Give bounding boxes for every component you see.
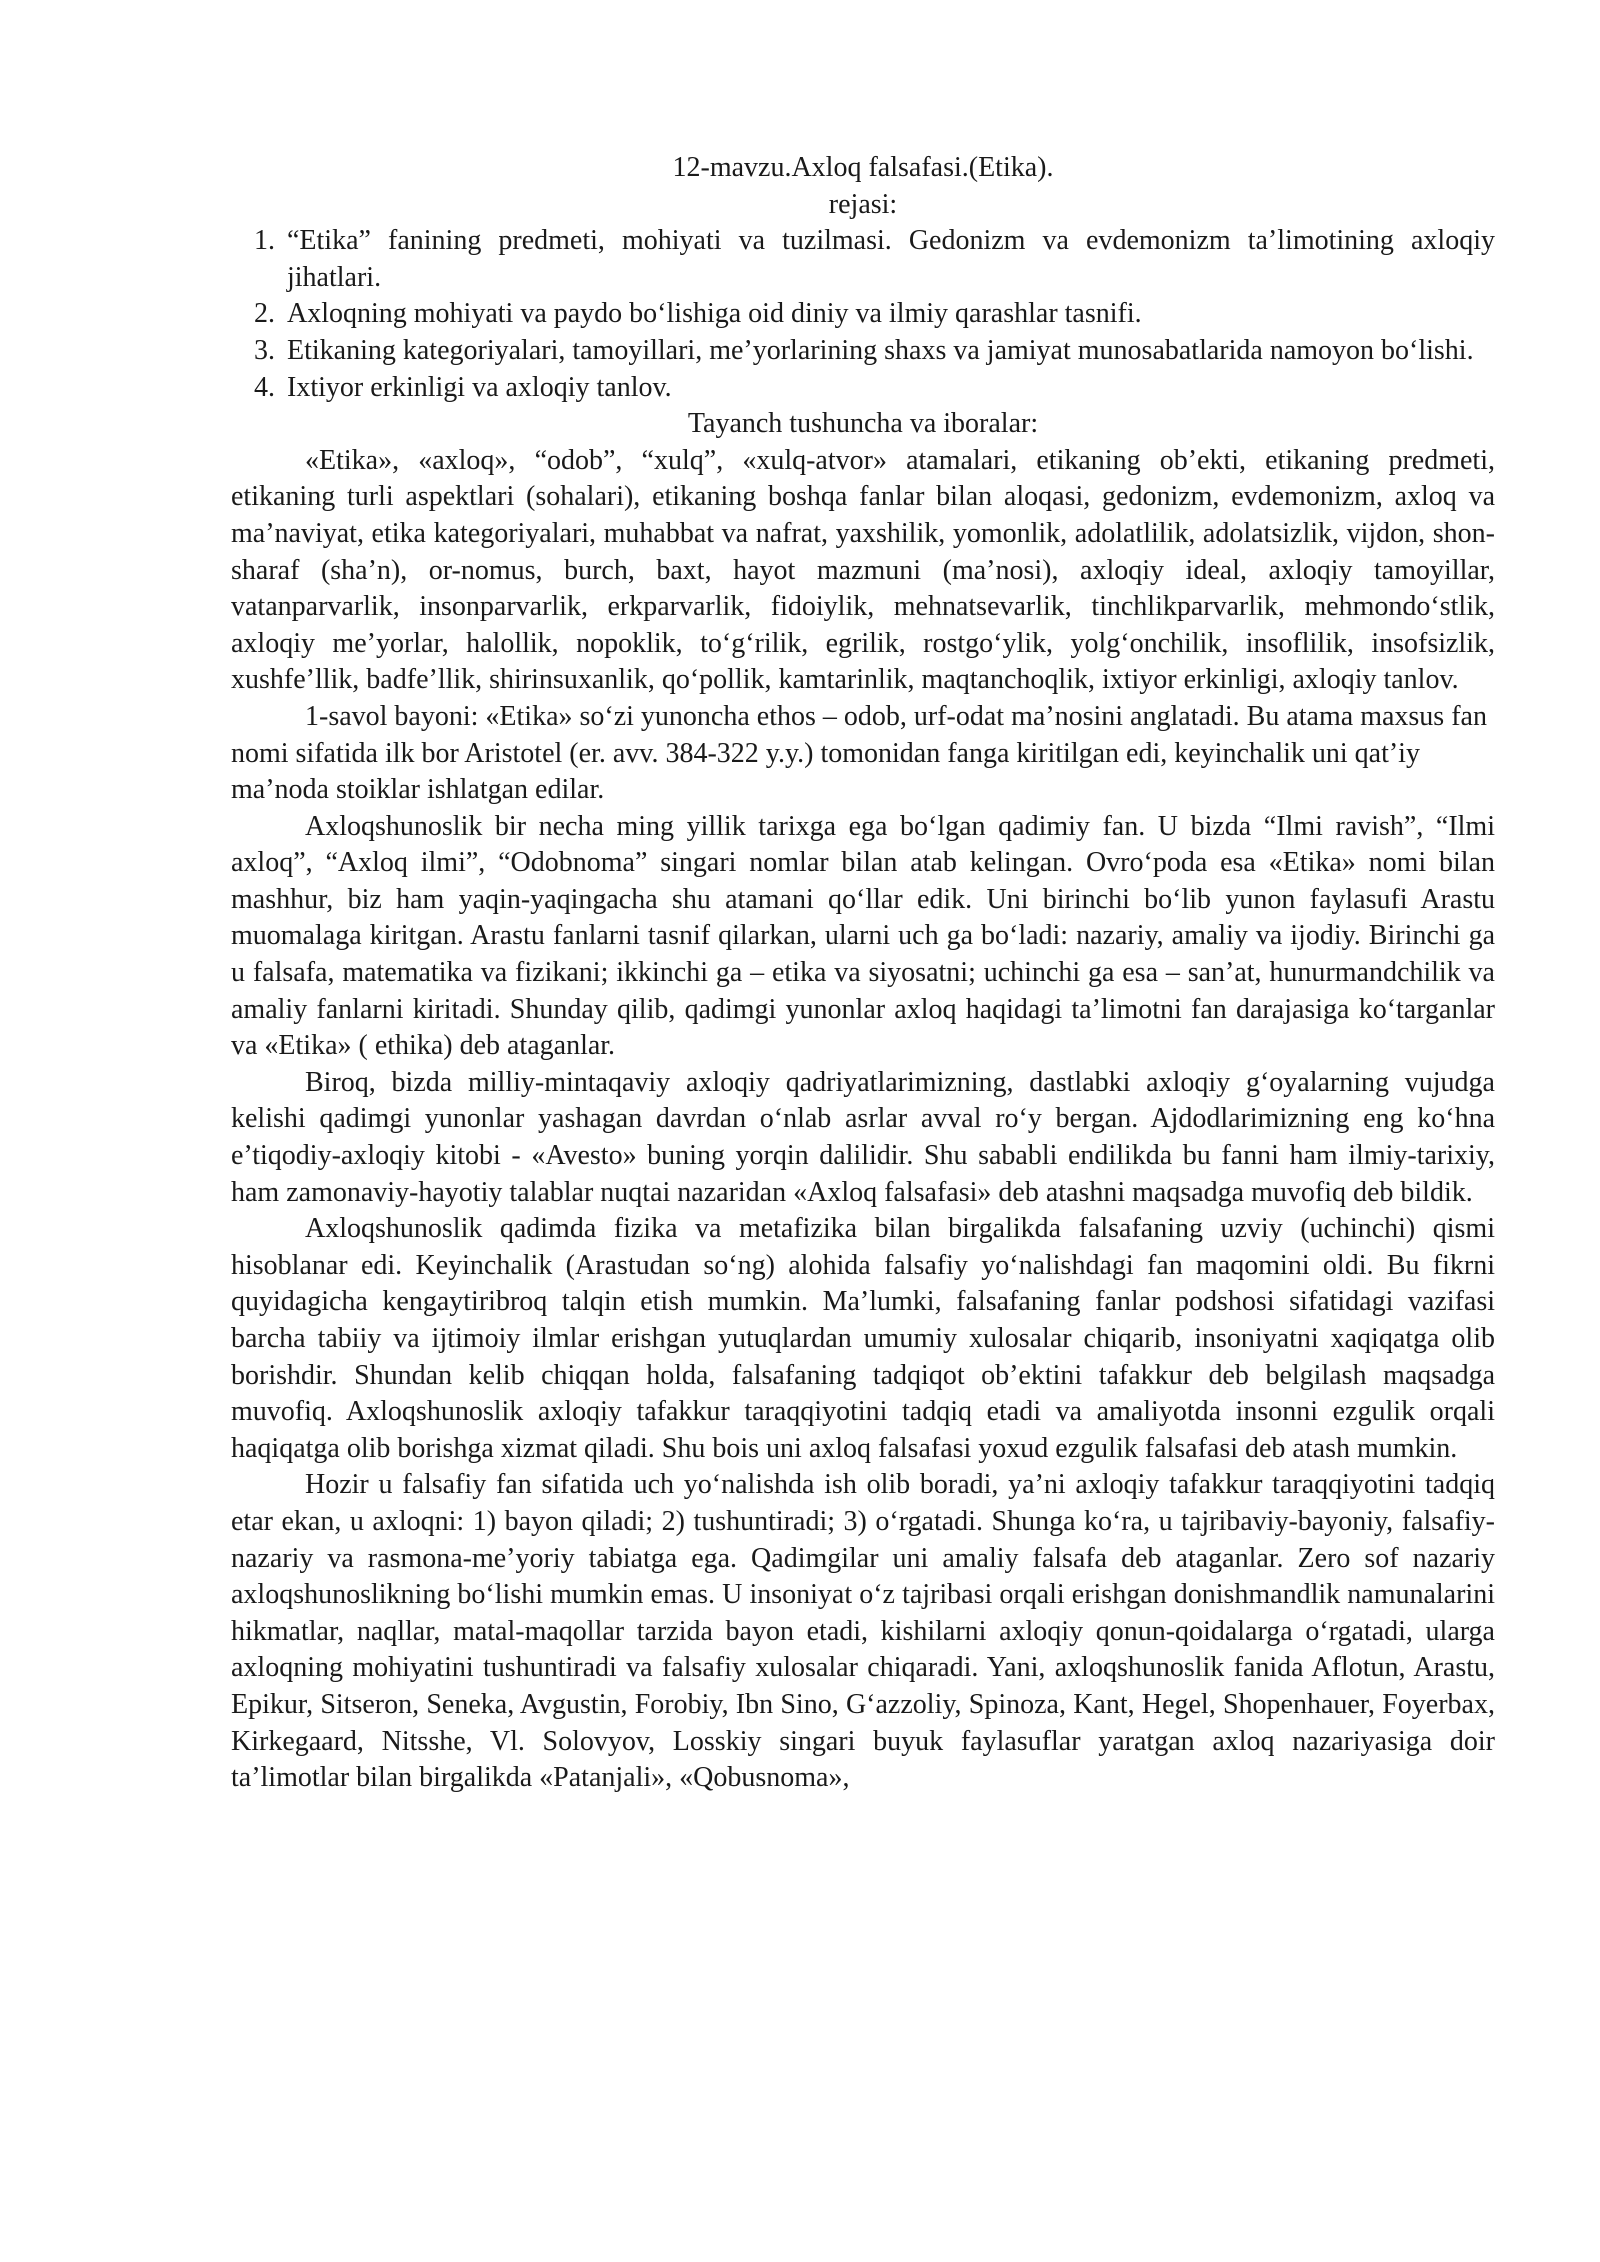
plan-item-number: 1. <box>254 225 275 257</box>
document-title: 12-mavzu.Axloq falsafasi.(Etika). <box>672 152 1054 183</box>
plan-item <box>231 370 1495 407</box>
plan-item-text: “Etika” fanining predmeti, mohiyati va tuzilmasi. Gedonizm va evdemonizm ta’limotining axloqiy jihatlari. <box>287 225 1495 293</box>
plan-item <box>231 296 1495 333</box>
body-paragraph: Axloqshunoslik bir necha ming yillik tarixga ega bo‘lgan qadimiy fan. U bizda “Ilmi ravish”, “Ilmi axloq”, “Axloq ilmi”, “Odobnoma” singari nomlar bilan atab kelingan. Ovro‘poda esa «Etika» nomi bilan mashhur, biz ham yaqin-yaqingacha shu atamani qo‘llar edik. Uni birinchi bo‘lib yunon faylasufi Arastu muomalaga kiritgan. Arastu fanlarni tasnif qilarkan, ularni uch ga bo‘ladi: nazariy, amaliy va ijodiy. Birinchi ga u falsafa, matematika va fizikani; ikkinchi ga – etika va siyosatni; uchinchi ga esa – san’at, hunurmandchilik va amaliy fanlarni kiritadi. Shunday qilib, qadimgi yunonlar axloq haqidagi ta’limotni fan darajasiga ko‘targanlar va «Etika» ( ethika) deb ataganlar. <box>231 810 1495 1062</box>
plan-item-text: Etikaning kategoriyalari, tamoyillari, me’yorlarining shaxs va jamiyat munosabatlarida namoyon bo‘lishi. <box>287 334 1474 366</box>
plan-item-text: Ixtiyor erkinligi va axloqiy tanlov. <box>287 371 672 403</box>
plan-item-number: 4. <box>254 371 275 403</box>
body-paragraph: Biroq, bizda milliy-mintaqaviy axloqiy qadriyatlarimizning, dastlabki axloqiy g‘oyalarning vujudga kelishi qadimgi yunonlar yashagan davrdan o‘nlab asrlar avval ro‘y bergan. Ajdodlarimizning eng ko‘hna e’tiqodiy-axloqiy kitobi - «Avesto» buning yorqin dalilidir. Shu sababli endilikda bu fanni ham ilmiy-tarixiy, ham zamonaviy-hayotiy talablar nuqtai nazaridan «Axloq falsafasi» deb atashni maqsadga muvofiq deb bildik. <box>231 1066 1495 1208</box>
body-paragraph: Hozir u falsafiy fan sifatida uch yo‘nalishda ish olib boradi, ya’ni axloqiy tafakkur taraqqiyotini tadqiq etar ekan, u axloqni: 1) bayon qiladi; 2) tushuntiradi; 3) o‘rgatadi. Shunga ko‘ra, u tajribaviy-bayoniy, falsafiy-nazariy va rasmona-me’yoriy tabiatga ega. Qadimgilar uni amaliy falsafa deb ataganlar. Zero sof nazariy axloqshunoslikning bo‘lishi mumkin emas. U insoniyat o‘z tajribasi orqali erishgan donishmandlik namunalarini hikmatlar, naqllar, matal-maqollar tarzida bayon etadi, kishilarni axloqiy qonun-qoidalarga o‘rgatadi, ularga axloqning mohiyatini tushuntiradi va falsafiy xulosalar chiqaradi. Yani, axloqshunoslik fanida Aflotun, Arastu, Epikur, Sitseron, Seneka, Avgustin, Forobiy, Ibn Sino, G‘azzoliy, Spinoza, Kant, Hegel, Shopenhauer, Foyerbax, Kirkegaard, Nitsshe, Vl. Solovyov, Losskiy singari buyuk faylasuflar yaratgan axloq nazariyasiga doir ta’limotlar bilan birgalikda «Patanjali», «Qobusnoma», <box>231 1469 1495 1794</box>
keywords-heading: Tayanch tushuncha va iboralar: <box>687 408 1039 440</box>
plan-item-number: 3. <box>254 334 275 366</box>
body-paragraph: Axloqshunoslik qadimda fizika va metafizika bilan birgalikda falsafaning uzviy (uchinchi) qismi hisoblanar edi. Keyinchalik (Arastudan so‘ng) alohida falsafiy yo‘nalishdagi fan maqomini oldi. Bu fikrni quyidagicha kengaytiribroq talqin etish mumkin. Ma’lumki, falsafaning fanlar podshosi sifatidagi vazifasi barcha tabiiy va ijtimoiy ilmlar erishgan yutuqlardan umumiy xulosalar chiqarib, insoniyatni xaqiqatga olib borishdir. Shundan kelib chiqqan holda, falsafaning tadqiqot ob’ektini tafakkur deb belgilash maqsadga muvofiq. Axloqshunoslik axloqiy tafakkur taraqqiyotini tadqiq etadi va amaliyotda insonni ezgulik orqali haqiqatga olib borishga xizmat qiladi. Shu bois uni axloq falsafasi yoxud ezgulik falsafasi deb atash mumkin. <box>231 1213 1495 1464</box>
plan-heading: rejasi: <box>828 188 898 220</box>
plan-list <box>231 223 1495 406</box>
body-paragraph: 1-savol bayoni: «Etika» so‘zi yunoncha ethos – odob, urf-odat ma’nosini anglatadi. Bu atama maxsus fan nomi sifatida ilk bor Aristotel (er. avv. 384-322 y.y.) tomonidan fanga kiritilgan edi, keyinchalik uni qat’iy ma’noda stoiklar ishlatgan edilar. <box>231 700 1487 806</box>
keywords-paragraph: «Etika», «axloq», “odob”, “xulq”, «xulq-atvor» atamalari, etikaning ob’ekti, etikaning predmeti, etikaning turli aspektlari (sohalari), etikaning boshqa fanlar bilan aloqasi, gedonizm, evdemonizm, axloq va ma’naviyat, etika kategoriyalari, muhabbat va nafrat, yaxshilik, yomonlik, adolatlilik, adolatsizlik, vijdon, shon-sharaf (sha’n), or-nomus, burch, baxt, hayot mazmuni (ma’nosi), axloqiy ideal, axloqiy tamoyillar, vatanparvarlik, insonparvarlik, erkparvarlik, fidoiylik, mehnatsevarlik, tinchlikparvarlik, mehmondo‘stlik, axloqiy me’yorlar, halollik, nopoklik, to‘g‘rilik, egrilik, rostgo‘ylik, yolg‘onchilik, insoflilik, insofsizlik, xushfe’llik, badfe’llik, shirinsuxanlik, qo‘pollik, kamtarinlik, maqtanchoqlik, ixtiyor erkinligi, axloqiy tanlov. <box>231 444 1495 696</box>
plan-item-text: Axloqning mohiyati va paydo bo‘lishiga oid diniy va ilmiy qarashlar tasnifi. <box>287 298 1142 330</box>
plan-item-number: 2. <box>254 298 275 330</box>
plan-item <box>231 333 1495 370</box>
document-page <box>231 150 1495 1797</box>
plan-item <box>231 223 1495 296</box>
